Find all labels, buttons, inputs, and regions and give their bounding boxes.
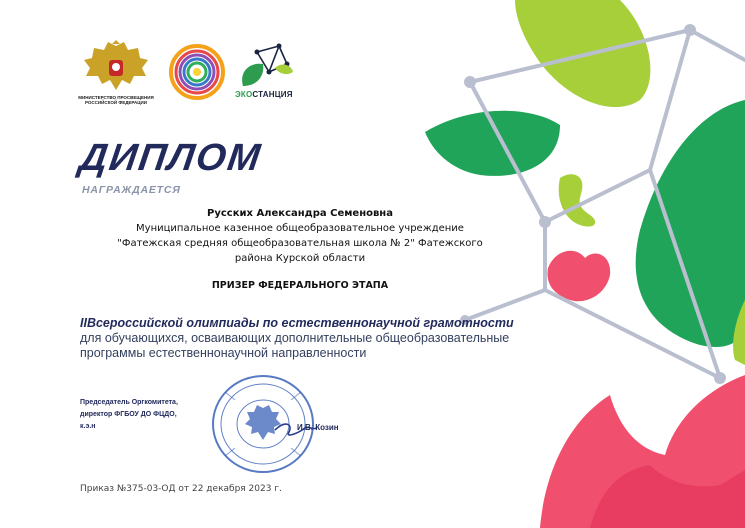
green-leaf-right	[636, 100, 745, 347]
award-status: ПРИЗЕР ФЕДЕРАЛЬНОГО ЭТАПА	[211, 280, 389, 291]
fcdo-logo	[168, 43, 226, 106]
signatory-name: И.В. Козин	[297, 423, 339, 432]
ministry-logo	[78, 40, 154, 105]
school-line-2: "Фатежская средняя общеобразовательная школа № 2" Фатежского	[117, 238, 483, 249]
eco-word-part2: СТАНЦИЯ	[252, 90, 293, 99]
school-line-3: района Курской области	[234, 253, 366, 264]
order-reference: Приказ №375-03-ОД от 22 декабря 2023 г.	[80, 484, 282, 494]
olympiad-line-1: IIВсероссийской олимпиады по естественнонаучной грамотности	[80, 316, 514, 330]
signatory-line-1: Председатель Оргкомитета,	[80, 399, 178, 406]
signatory-line-3: к.э.н	[80, 423, 96, 430]
ecostation-logo	[235, 42, 307, 99]
eco-leaf-network-icon	[235, 42, 299, 88]
olympiad-line-2: для обучающихся, осваивающих дополнительные общеобразовательные	[80, 331, 510, 345]
diploma-title: ДИПЛОМ	[77, 137, 265, 179]
signatory-line-2: директор ФГБОУ ДО ФЦДО,	[80, 411, 177, 418]
ministry-caption: МИНИСТЕРСТВО ПРОСВЕЩЕНИЯ РОССИЙСКОЙ ФЕДЕРАЦИИ	[78, 95, 154, 105]
diploma-subtitle: НАГРАЖДАЕТСЯ	[82, 184, 181, 196]
school-line-1: Муниципальное казенное общеобразовательное учреждение	[136, 223, 464, 234]
olympiad-line-3: программы естественнонаучной направленности	[80, 346, 367, 360]
ecostation-wordmark	[235, 90, 293, 99]
small-pink-leaf	[547, 251, 610, 302]
recipient-block	[80, 206, 520, 266]
rainbow-ring-icon	[168, 43, 226, 101]
double-headed-eagle-icon	[78, 40, 154, 94]
eco-word-part1: ЭКО	[235, 90, 253, 99]
recipient-name: Русских Александра Семеновна	[207, 208, 393, 219]
signatory-title	[80, 397, 210, 433]
olympiad-description	[80, 316, 540, 361]
stamp-eagle-icon	[245, 405, 281, 440]
